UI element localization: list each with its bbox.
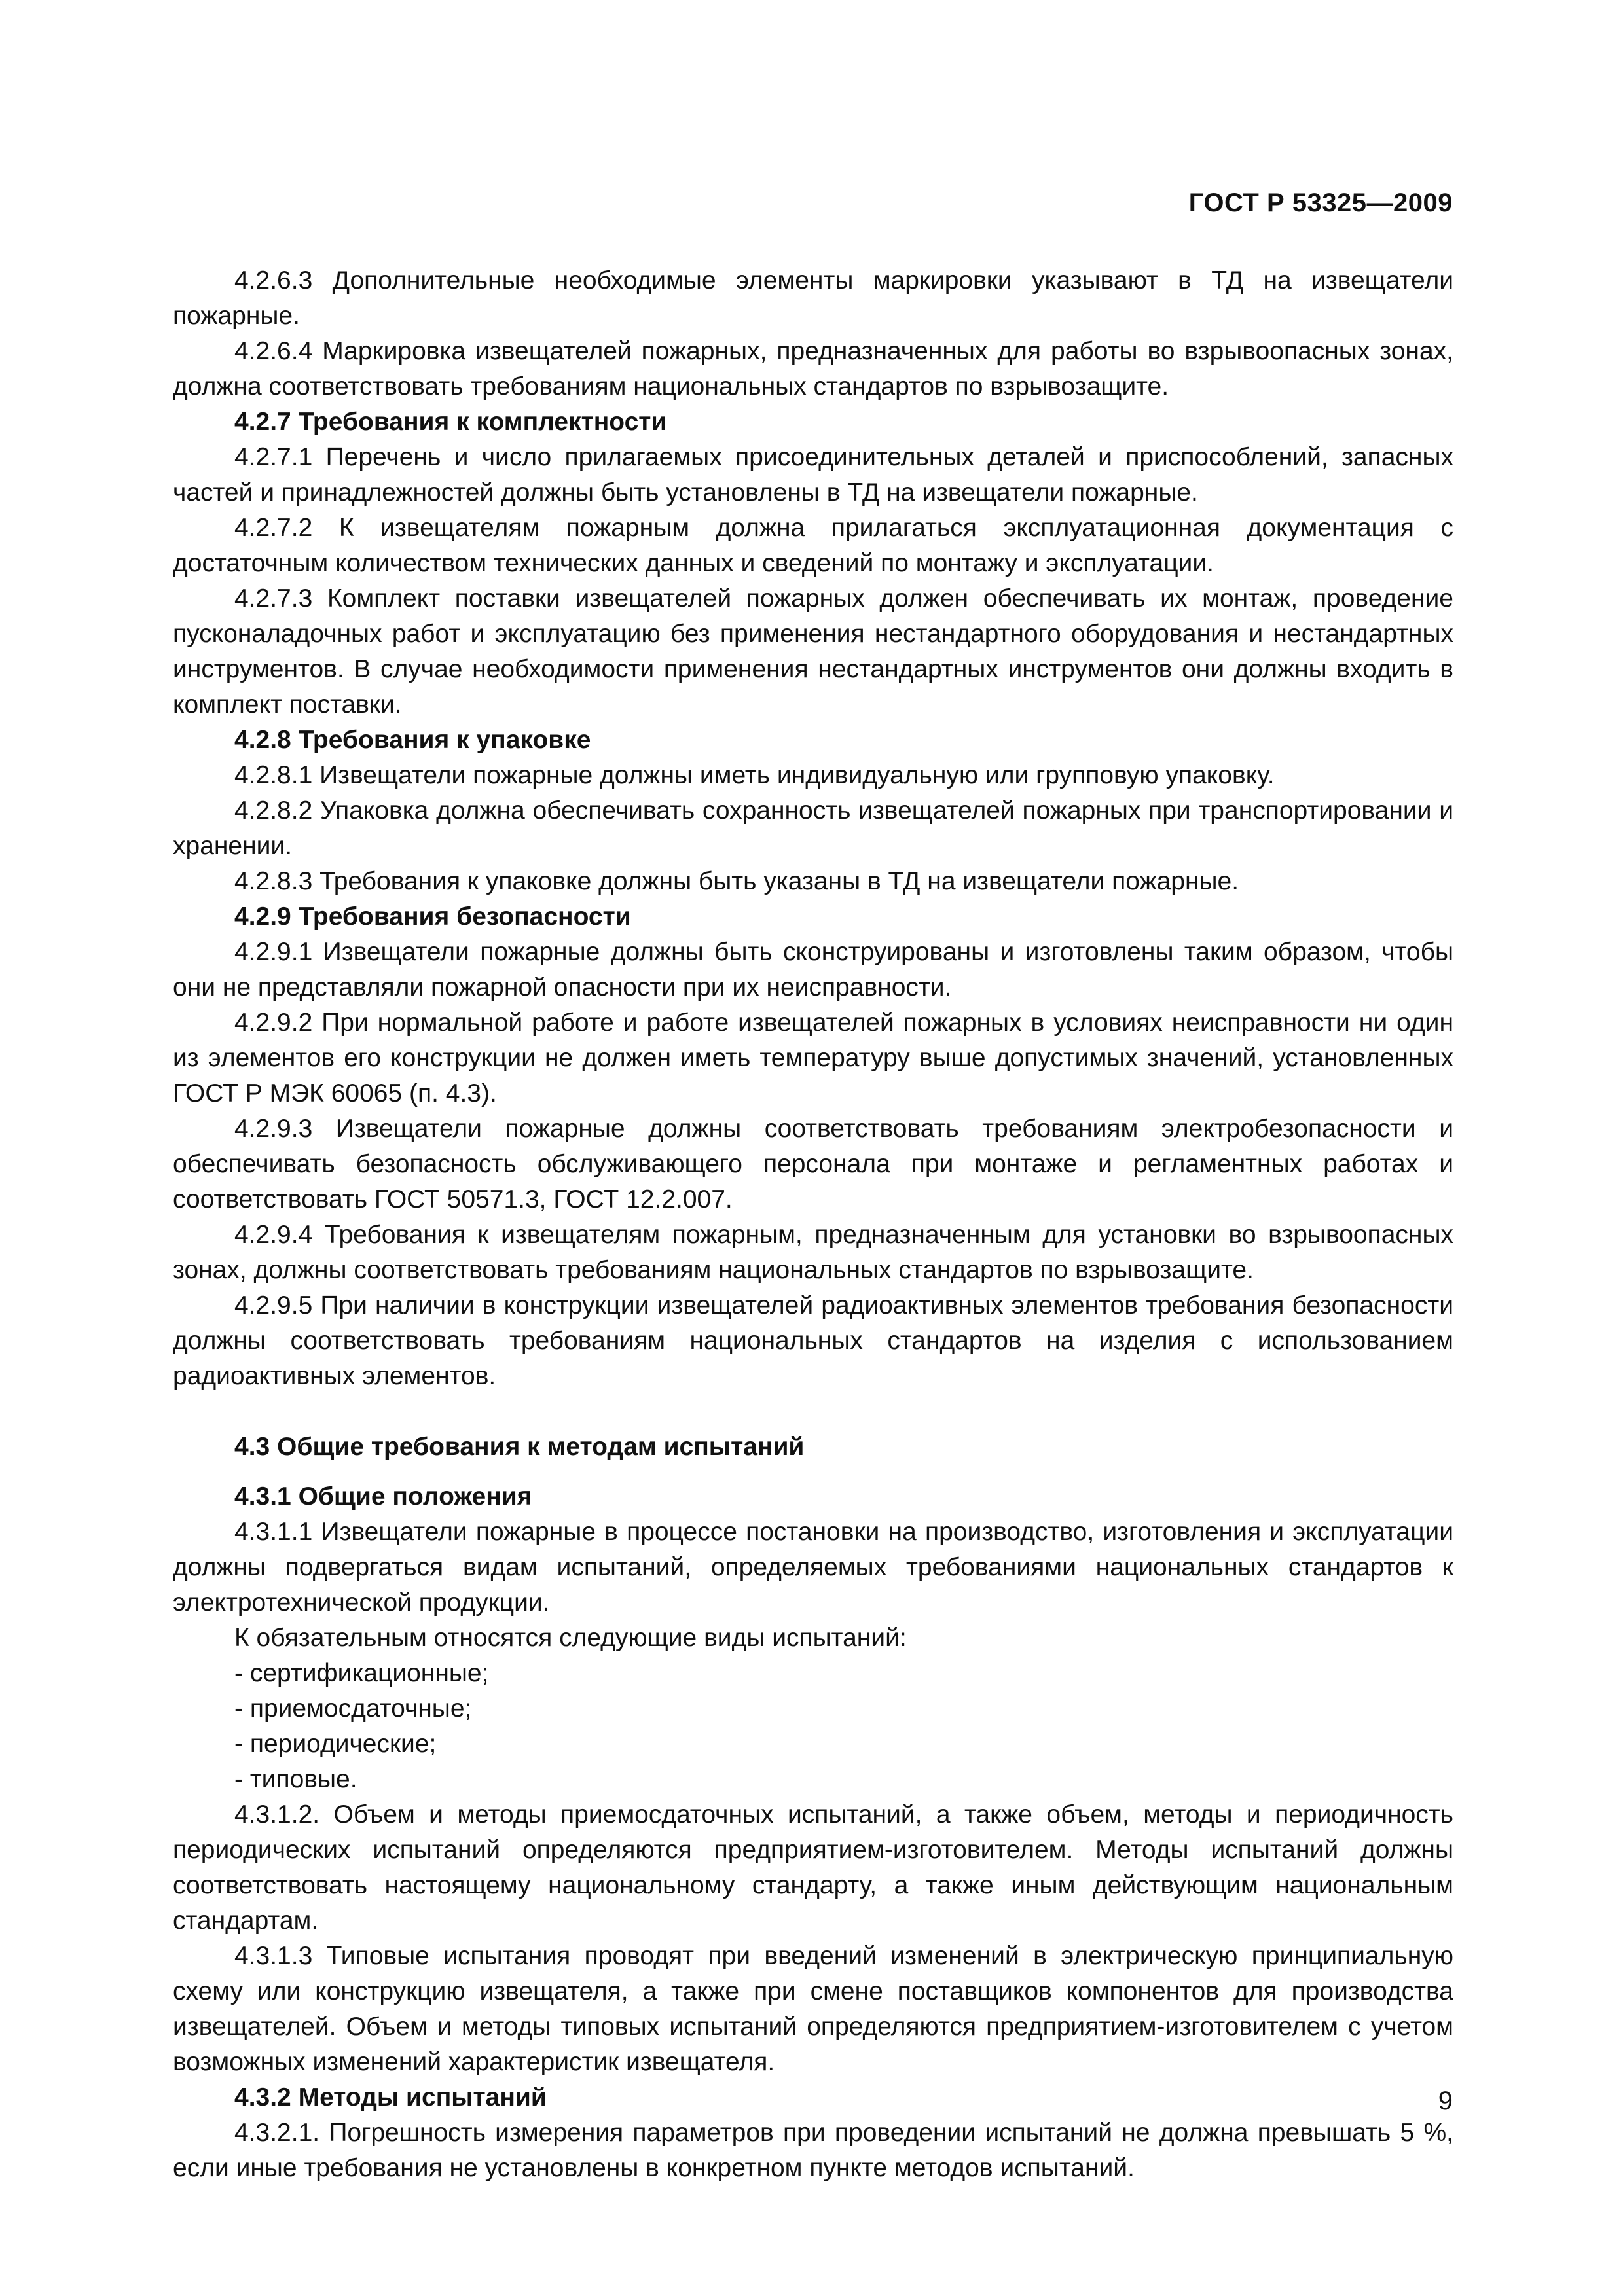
list-item: - типовые. — [234, 1765, 357, 1793]
paragraph: 4.2.7.2 К извещателям пожарным должна прилагаться эксплуатационная документация с достаточным количеством технических данных и сведений по монтажу и эксплуатации. — [173, 514, 1453, 577]
document-header: ГОСТ Р 53325—2009 — [1188, 188, 1453, 217]
paragraph: 4.2.7.3 Комплект поставки извещателей пожарных должен обеспечивать их монтаж, проведение пусконаладочных работ и эксплуатацию без применения нестандартного оборудования и нестандартных инструментов. В случае необходимости применения нестандартных инструментов они должны входить в комплект поставки. — [173, 584, 1453, 719]
paragraph: 4.2.9.2 При нормальной работе и работе извещателей пожарных в условиях неисправности ни один из элементов его конструкции не должен иметь температуру выше допустимых значений, установленных ГОСТ Р МЭК 60065 (п. 4.3). — [173, 1009, 1453, 1107]
section-heading: 4.2.9 Требования безопасности — [234, 903, 631, 931]
paragraph: 4.2.6.4 Маркировка извещателей пожарных, предназначенных для работы во взрывоопасных зонах, должна соответствовать требованиям национальных стандартов по взрывозащите. — [173, 337, 1453, 401]
paragraph: 4.3.1.2. Объем и методы приемосдаточных испытаний, а также объем, методы и периодичность периодических испытаний определяются предприятием-изготовителем. Методы испытаний должны соответствовать настоящему национальному стандарту, а также иным действующим национальным стандартам. — [173, 1801, 1453, 1935]
subsection-heading: 4.3.1 Общие положения — [234, 1482, 532, 1511]
document-body — [173, 263, 1453, 2186]
paragraph: 4.3.1.1 Извещатели пожарные в процессе постановки на производство, изготовления и эксплуатации должны подвергаться видам испытаний, определяемых требованиями национальных стандартов к электротехнической продукции. — [173, 1518, 1453, 1617]
list-item: - периодические; — [234, 1730, 437, 1758]
paragraph: 4.2.9.4 Требования к извещателям пожарным, предназначенным для установки во взрывоопасных зонах, должны соответствовать требованиям национальных стандартов по взрывозащите. — [173, 1221, 1453, 1284]
section-heading: 4.3 Общие требования к методам испытаний — [234, 1433, 805, 1461]
paragraph: 4.2.6.3 Дополнительные необходимые элементы маркировки указывают в ТД на извещатели пожарные. — [173, 266, 1453, 330]
section-heading: 4.2.7 Требования к комплектности — [234, 408, 667, 436]
paragraph: 4.2.8.3 Требования к упаковке должны быть указаны в ТД на извещатели пожарные. — [234, 867, 1239, 895]
section-heading: 4.3.2 Методы испытаний — [234, 2083, 547, 2111]
list-item: - приемосдаточные; — [234, 1695, 472, 1723]
paragraph: 4.2.9.5 При наличии в конструкции извещателей радиоактивных элементов требования безопасности должны соответствовать требованиям национальных стандартов на изделия с использованием радиоактивных элементов. — [173, 1291, 1453, 1390]
list-item: - сертификационные; — [234, 1659, 489, 1687]
section-heading: 4.2.8 Требования к упаковке — [234, 726, 591, 754]
paragraph: 4.2.8.1 Извещатели пожарные должны иметь индивидуальную или групповую упаковку. — [234, 761, 1275, 789]
page-number: 9 — [1438, 2087, 1453, 2115]
paragraph: 4.2.9.1 Извещатели пожарные должны быть сконструированы и изготовлены таким образом, чтобы они не представляли пожарной опасности при их неисправности. — [173, 938, 1453, 1001]
paragraph: 4.2.9.3 Извещатели пожарные должны соответствовать требованиям электробезопасности и обеспечивать безопасность обслуживающего персонала при монтаже и регламентных работах и соответствовать ГОСТ 50571.3, ГОСТ 12.2.007. — [173, 1115, 1453, 1213]
paragraph: 4.3.1.3 Типовые испытания проводят при введений изменений в электрическую принципиальную схему или конструкцию извещателя, а также при смене поставщиков компонентов для производства извещателей. Объем и методы типовых испытаний определяются предприятием-изготовителем с учетом возможных изменений характеристик извещателя. — [173, 1942, 1453, 2076]
paragraph: 4.2.7.1 Перечень и число прилагаемых присоединительных деталей и приспособлений, запасных частей и принадлежностей должны быть установлены в ТД на извещатели пожарные. — [173, 443, 1453, 507]
paragraph: 4.3.2.1. Погрешность измерения параметров при проведении испытаний не должна превышать 5 %, если иные требования не установлены в конкретном пункте методов испытаний. — [173, 2119, 1453, 2182]
paragraph: 4.2.8.2 Упаковка должна обеспечивать сохранность извещателей пожарных при транспортировании и хранении. — [173, 797, 1453, 860]
list-intro: К обязательным относятся следующие виды испытаний: — [234, 1624, 907, 1652]
